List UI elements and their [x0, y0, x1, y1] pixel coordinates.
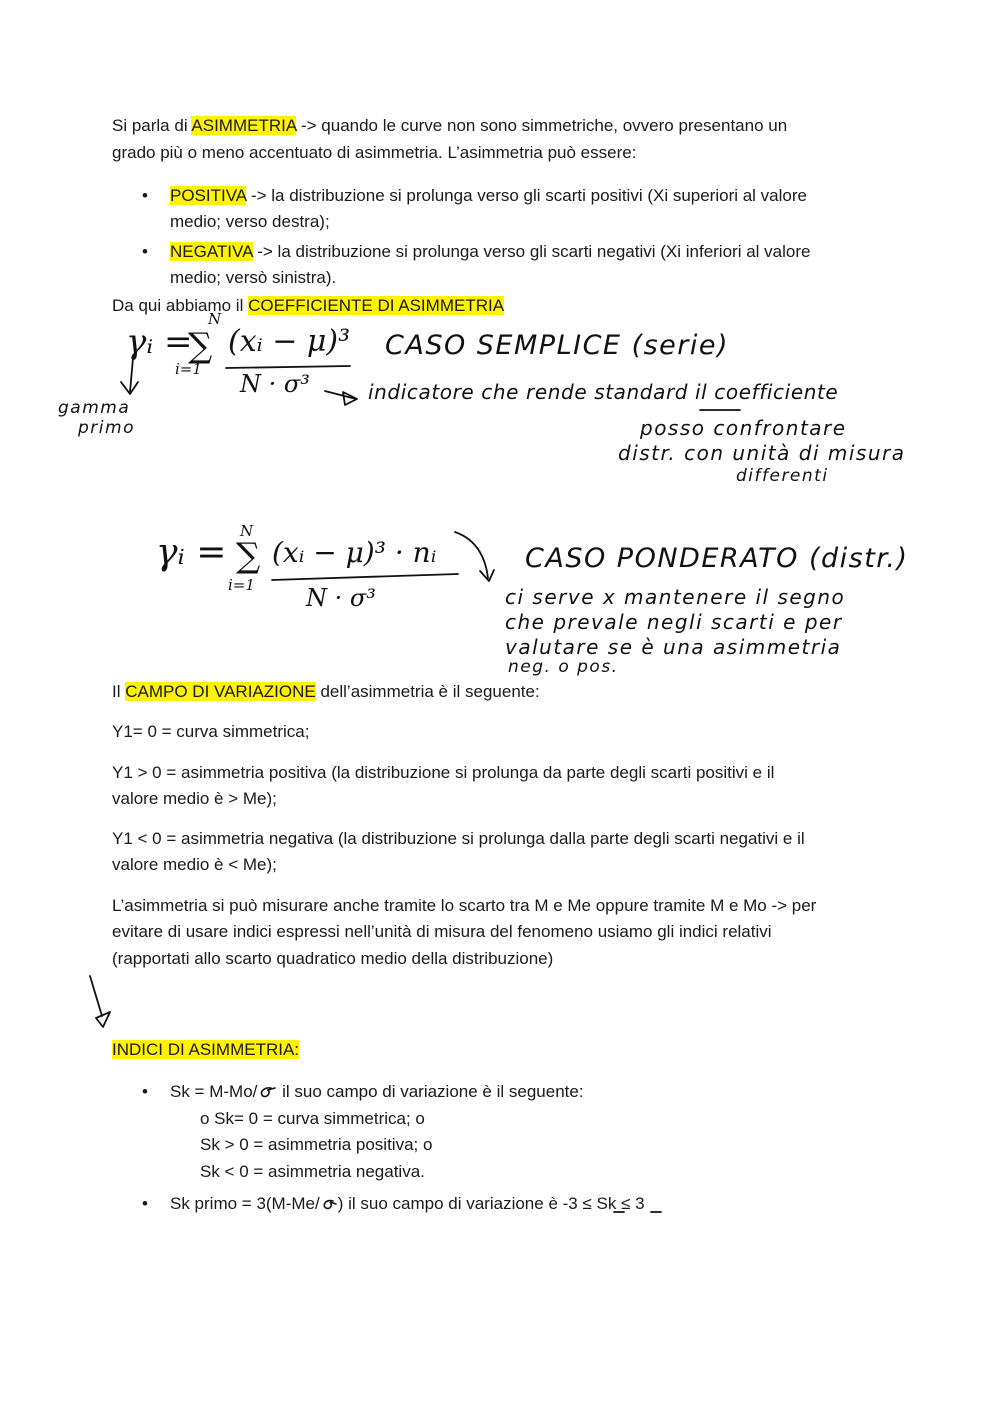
formula2-upper-limit: N — [240, 522, 254, 540]
note-valutare: valutare se è una asimmetria — [505, 635, 842, 659]
campo-y-lt-line-2: valore medio è < Me); — [112, 855, 277, 874]
bullet-positiva-line-1 — [170, 183, 807, 209]
coefficiente-line — [112, 293, 504, 319]
note-gamma: gamma — [58, 398, 131, 418]
formula1-fraction-bar — [226, 366, 350, 368]
sk1-sub-3: Sk < 0 = asimmetria negativa. — [200, 1162, 425, 1181]
note-neg-pos: neg. o pos. — [508, 657, 619, 677]
bullet-text: -> la distribuzione si prolunga verso gli scarti positivi (Xi superiori al valore — [246, 186, 807, 205]
intro-text: Si parla di — [112, 116, 192, 135]
note-differenti: differenti — [736, 466, 829, 486]
misura-line-2: evitare di usare indici espressi nell’unità di misura del fenomeno usiamo gli indici relativi — [112, 922, 772, 941]
sk2-line — [170, 1191, 645, 1217]
bullet-text: -> la distribuzione si prolunga verso gli scarti negativi (Xi inferiori al valore — [252, 242, 811, 261]
highlight-campo: CAMPO DI VARIAZIONE — [125, 682, 316, 701]
sk2-text: ) il suo campo di variazione è -3 ≤ Sk ≤ 3 — [337, 1194, 645, 1213]
bullet-dot: • — [142, 186, 148, 205]
formula1-lhs: γᵢ = — [126, 322, 193, 362]
formula1-upper-limit: N — [208, 310, 222, 328]
highlight-negativa: NEGATIVA — [170, 242, 253, 261]
intro-line-1 — [112, 113, 787, 139]
formula2-lower-limit: i=1 — [228, 576, 255, 594]
bullet-dot: • — [142, 1194, 148, 1213]
intro-line-2: grado più o meno accentuato di asimmetria. L’asimmetria può essere: — [112, 143, 637, 162]
arrow-indici-head — [96, 1012, 110, 1027]
bullet-negativa-line-1 — [170, 239, 810, 265]
campo-line — [112, 679, 540, 705]
highlight-asimmetria: ASIMMETRIA — [191, 116, 297, 135]
arrow-gamma-line — [130, 358, 133, 392]
campo-text: dell’asimmetria è il seguente: — [315, 682, 540, 701]
sk1-line — [170, 1079, 584, 1105]
sk1-sub-1: o Sk= 0 = curva simmetrica; o — [200, 1109, 425, 1128]
campo-y-eq: Y1= 0 = curva simmetrica; — [112, 722, 310, 741]
arrow-gamma-head — [121, 382, 138, 394]
sk1-text: Sk = M-Mo/ — [170, 1082, 258, 1101]
note-ci-serve: ci serve x mantenere il segno — [505, 585, 846, 609]
campo-y-lt-line-1: Y1 < 0 = asimmetria negativa (la distribuzione si prolunga dalla parte degli scarti negativi e il — [112, 829, 805, 848]
note-che-prevale: che prevale negli scarti e per — [505, 610, 843, 634]
misura-line-1: L’asimmetria si può misurare anche tramite lo scarto tra M e Me oppure tramite M e Mo -> per — [112, 896, 817, 915]
arrow-ponderato-line — [455, 532, 488, 578]
formula1-lower-limit: i=1 — [175, 360, 202, 378]
note-indicatore: indicatore che rende standard il coefficiente — [368, 380, 839, 404]
arrow-indicatore-line — [325, 391, 356, 399]
bullet-dot: • — [142, 242, 148, 261]
highlight-indici: INDICI DI ASIMMETRIA: — [112, 1040, 300, 1059]
highlight-coefficiente: COEFFICIENTE DI ASIMMETRIA — [248, 296, 505, 315]
note-posso-confrontare: posso confrontare — [640, 416, 847, 440]
highlight-positiva: POSITIVA — [170, 186, 247, 205]
campo-y-gt-line-2: valore medio è > Me); — [112, 789, 277, 808]
bullet-dot: • — [142, 1082, 148, 1101]
misura-line-3: (rapportati allo scarto quadratico medio della distribuzione) — [112, 949, 554, 968]
formula1-numerator: (xᵢ − μ)³ — [228, 324, 351, 359]
formula1-denominator: N · σ³ — [240, 370, 310, 398]
bullet-positiva-line-2: medio; verso destra); — [170, 212, 330, 231]
formula2-numerator: (xᵢ − μ)³ · nᵢ — [272, 536, 437, 569]
note-primo: primo — [78, 418, 135, 438]
campo-y-gt-line-1: Y1 > 0 = asimmetria positiva (la distribuzione si prolunga da parte degli scarti positivi e il — [112, 763, 775, 782]
formula2-fraction-bar — [272, 574, 458, 580]
campo-text: Il — [112, 682, 126, 701]
sigma-handwritten-icon — [320, 1191, 338, 1217]
formula2-lhs: γᵢ = — [156, 532, 227, 573]
arrow-indici-line — [90, 976, 102, 1016]
sigma-handwritten-icon — [257, 1079, 277, 1105]
note-caso-ponderato: CASO PONDERATO (distr.) — [525, 543, 909, 574]
intro-text: -> quando le curve non sono simmetriche, ovvero presentano un — [296, 116, 788, 135]
sk1-sub-2: Sk > 0 = asimmetria positiva; o — [200, 1135, 433, 1154]
formula2-denominator: N · σ³ — [306, 584, 376, 612]
arrow-indicatore-head — [343, 392, 357, 405]
arrow-ponderato-head — [480, 570, 494, 581]
formula1-sum-sign: ∑ — [188, 326, 213, 366]
sk1-text: il suo campo di variazione è il seguente: — [277, 1082, 584, 1101]
bullet-negativa-line-2: medio; versò sinistra). — [170, 268, 337, 287]
coeff-text: Da qui abbiamo il — [112, 296, 249, 315]
note-distr: distr. con unità di misura — [618, 441, 906, 465]
sk2-text: Sk primo = 3(M-Me/ — [170, 1194, 320, 1213]
note-caso-semplice: CASO SEMPLICE (serie) — [385, 330, 730, 361]
indici-heading — [112, 1037, 299, 1063]
formula2-sum-sign: ∑ — [236, 536, 261, 576]
